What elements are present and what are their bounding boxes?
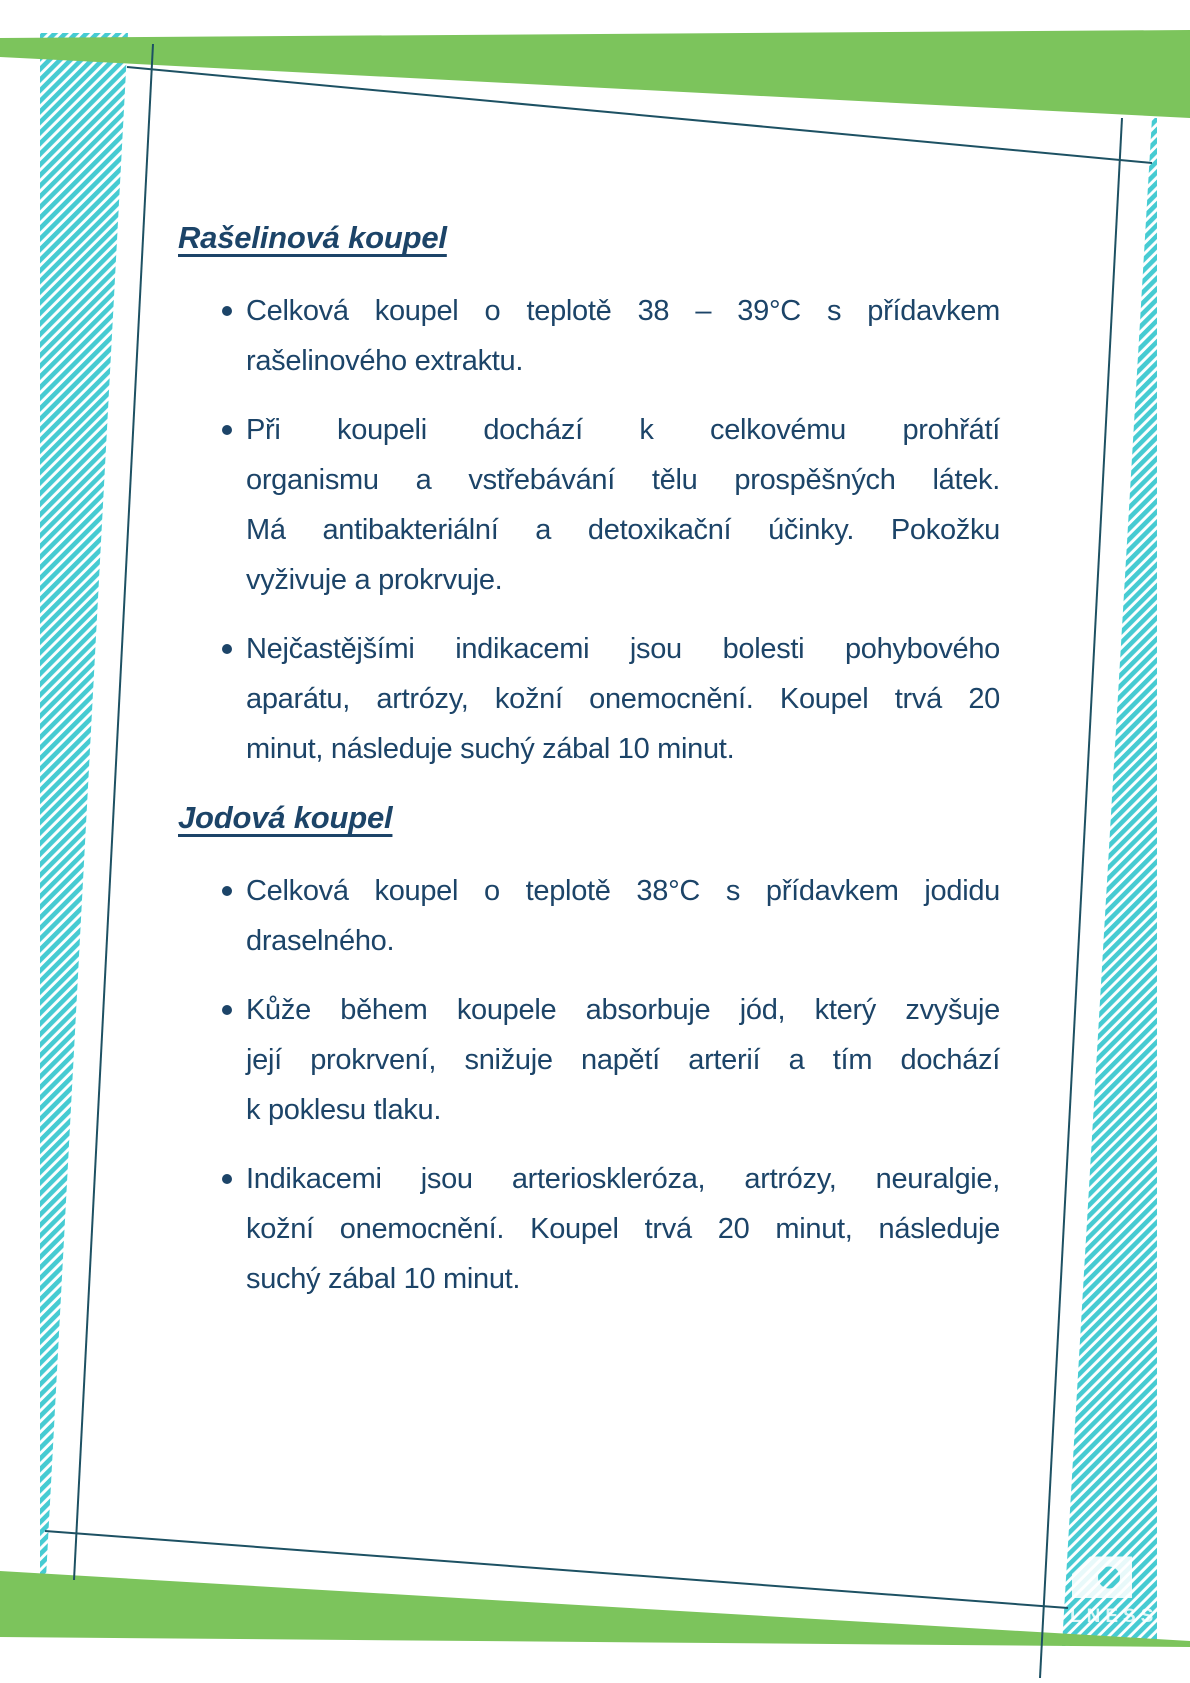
text-line: Při koupeli dochází k celkovému prohřátí <box>246 414 1000 446</box>
watermark-text: LNESS <box>1070 1606 1159 1627</box>
text-line: její prokrvení, snižuje napětí arterií a tím dochází <box>246 1044 1000 1076</box>
bullet-item <box>178 405 1000 605</box>
bullet-icon <box>222 1174 232 1184</box>
text-line: Celková koupel o teplotě 38°C s přídavkem jodidu <box>246 875 1000 907</box>
bullet-item <box>178 1154 1000 1304</box>
bullet-list <box>178 866 1000 1304</box>
bullet-list <box>178 286 1000 774</box>
bullet-text <box>246 624 1000 774</box>
bullet-item <box>178 286 1000 386</box>
bullet-text <box>246 985 1000 1135</box>
bullet-item <box>178 985 1000 1135</box>
bullet-text <box>246 286 1000 386</box>
text-line: aparátu, artrózy, kožní onemocnění. Koupel trvá 20 <box>246 683 1000 715</box>
text-line: suchý zábal 10 minut. <box>246 1263 521 1295</box>
text-line: minut, následuje suchý zábal 10 minut. <box>246 733 735 765</box>
bullet-item <box>178 624 1000 774</box>
text-line: Indikacemi jsou arterioskleróza, artrózy, neuralgie, <box>246 1163 1000 1195</box>
text-line: Nejčastějšími indikacemi jsou bolesti pohybového <box>246 633 1000 665</box>
bullet-icon <box>222 644 232 654</box>
bullet-icon <box>222 306 232 316</box>
bullet-icon <box>222 886 232 896</box>
text-line: draselného. <box>246 925 395 957</box>
bullet-text <box>246 866 1000 966</box>
text-line: organismu a vstřebávání tělu prospěšných látek. <box>246 464 1000 496</box>
text-line: Má antibakteriální a detoxikační účinky. Pokožku <box>246 514 1000 546</box>
text-line: Kůže během koupele absorbuje jód, který zvyšuje <box>246 994 1000 1026</box>
text-line: kožní onemocnění. Koupel trvá 20 minut, následuje <box>246 1213 1000 1245</box>
section-heading: Rašelinová koupel <box>178 220 447 255</box>
watermark-logo-counter <box>1098 1567 1120 1589</box>
document-section <box>178 793 1000 1304</box>
bullet-text <box>246 1154 1000 1304</box>
bullet-icon <box>222 425 232 435</box>
text-line: k poklesu tlaku. <box>246 1094 442 1126</box>
page-text <box>178 213 1000 1323</box>
text-line: Celková koupel o teplotě 38 – 39°C s přídavkem <box>246 295 1000 327</box>
section-heading: Jodová koupel <box>178 800 393 835</box>
bullet-icon <box>222 1005 232 1015</box>
bullet-text <box>246 405 1000 605</box>
bullet-item <box>178 866 1000 966</box>
document-section <box>178 213 1000 774</box>
top-green-band <box>0 30 1190 118</box>
bottom-green-band <box>0 1571 1190 1647</box>
text-line: rašelinového extraktu. <box>246 345 524 377</box>
text-line: vyživuje a prokrvuje. <box>246 564 503 596</box>
